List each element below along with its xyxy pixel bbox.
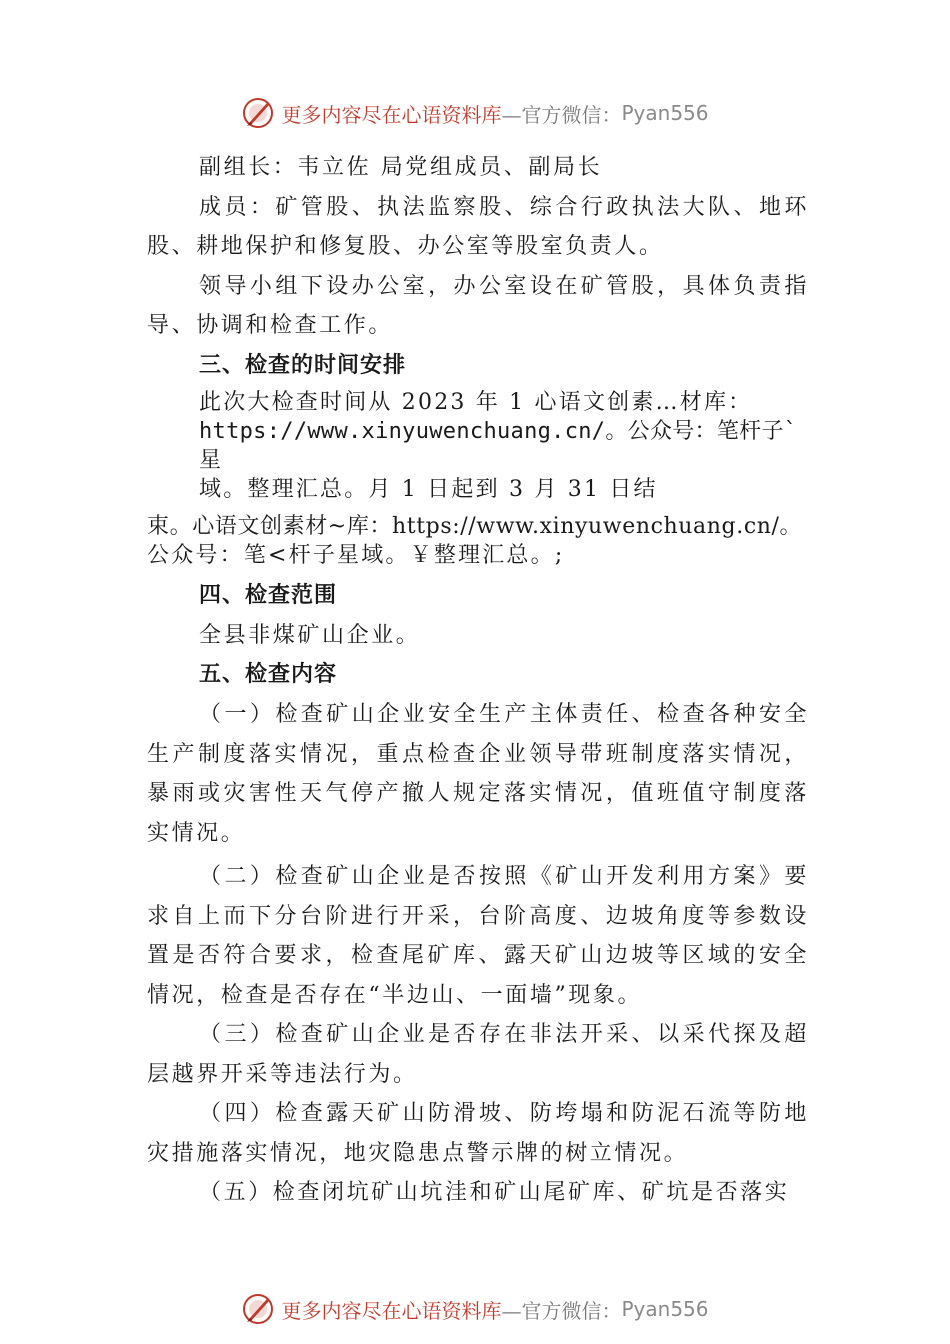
- watermark-banner-bottom: [0, 1292, 950, 1326]
- vice-leader-line: 副组长：韦立佐 局党组成员、副局长: [199, 155, 603, 180]
- content-item-5: （五）检查闭坑矿山坑洼和矿山尾矿库、矿坑是否落实: [199, 1180, 790, 1205]
- content-item-2: （二）检查矿山企业是否按照《矿山开发利用方案》要求自上而下分台阶进行开采，台阶高度、边坡角度等参数设置是否符合要求，检查尾矿库、露天矿山边坡等区域的安全情况，检查是否存在“半边山、一面墙”现象。: [147, 864, 809, 1008]
- time-line-5: 公众号：笔<杆子星域。￥整理汇总。;: [147, 542, 565, 568]
- time-arrangement-block: [147, 388, 809, 570]
- pen-logo-icon: [241, 96, 275, 130]
- content-item-1: （一）检查矿山企业安全生产主体责任、检查各种安全生产制度落实情况，重点检查企业领导带班制度落实情况， 暴雨或灾害性天气停产撤人规定落实情况，值班值守制度落实情况。: [147, 702, 809, 846]
- document-body: [147, 148, 809, 1213]
- time-line-2: https://www.xinyuwenchuang.cn/。公众号：笔杆子`星: [199, 418, 798, 473]
- section-heading-scope: 四、检查范围: [199, 582, 338, 608]
- watermark-gray-text: —官方微信：: [501, 102, 622, 127]
- content-item-4: （四）检查露天矿山防滑坡、防垮塌和防泥石流等防地灾措施落实情况，地灾隐患点警示牌的树立情况。: [147, 1101, 809, 1166]
- members-paragraph: 成员：矿管股、执法监察股、综合行政执法大队、地环股、耕地保护和修复股、办公室等股室负责人。: [147, 194, 809, 259]
- scope-paragraph: 全县非煤矿山企业。: [199, 622, 421, 648]
- watermark-gray-text: —官方微信：: [501, 1298, 622, 1323]
- pen-logo-icon: [241, 1292, 275, 1326]
- watermark-red-text: 更多内容尽在心语资料库: [281, 1298, 502, 1323]
- section-heading-content: 五、检查内容: [199, 662, 338, 687]
- time-line-1: 此次大检查时间从 2023 年 1 心语文创素…材库：: [199, 389, 753, 415]
- time-line-4: 束。心语文创素材~库：https://www.xinyuwenchuang.cn/。: [147, 513, 803, 539]
- watermark-wechat-id: Pyan556: [621, 101, 709, 125]
- watermark-red-text: 更多内容尽在心语资料库: [281, 102, 502, 127]
- office-paragraph: 领导小组下设办公室，办公室设在矿管股，具体负责指导、协调和检查工作。: [147, 273, 809, 338]
- section-heading-time: 三、检查的时间安排: [199, 352, 407, 378]
- content-item-3: （三）检查矿山企业是否存在非法开采、以采代探及超层越界开采等违法行为。: [147, 1022, 809, 1087]
- watermark-wechat-id: Pyan556: [621, 1297, 709, 1321]
- watermark-banner-top: [0, 96, 950, 130]
- time-line-3: 域。整理汇总。月 1 日起到 3 月 31 日结: [199, 476, 658, 502]
